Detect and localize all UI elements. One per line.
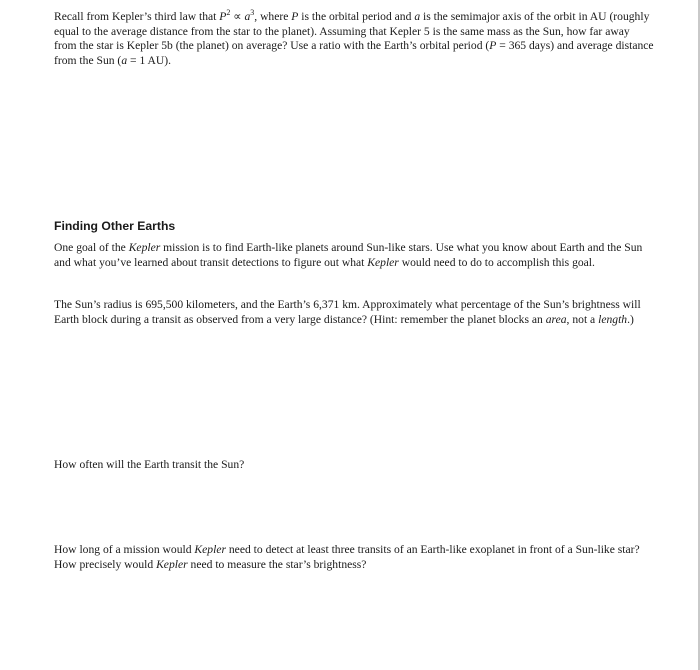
text-run: mission is to find Earth-like planets around Sun-like stars. Use what you know about Earth and the Sun and what you’ve learned about transit detections to figure out what: [54, 241, 643, 269]
text-run: = 365 days) and average distance from the Sun (: [54, 39, 654, 67]
text-run: is the semimajor axis of the orbit in AU (roughly equal to the average distance from the star to the planet). Assuming that Kepler 5 is the same mass as the Sun, how far away from the star is Kepler 5b (the planet) on average? Use a ratio with the Earth’s orbital period (: [54, 10, 650, 53]
section-heading: Finding Other Earths: [54, 219, 176, 233]
text-run: = 1 AU).: [127, 53, 172, 67]
proportional-symbol: ∝: [230, 10, 245, 23]
var-a: a: [121, 53, 128, 67]
kepler-italic: Kepler: [194, 543, 226, 556]
var-a: a: [414, 10, 421, 23]
text-run: The Sun’s radius is 695,500 kilometers, and the Earth’s 6,371 km. Approximately what percentage of the Sun’s brightness will Earth block during a transit as observed from a very large distance? (Hint: remember the planet blocks an: [54, 298, 641, 326]
kepler-italic: Kepler: [156, 557, 188, 571]
exponent: 3: [250, 8, 255, 18]
transit-frequency-question: How often will the Earth transit the Sun?: [54, 458, 245, 471]
exponent: 2: [226, 8, 231, 18]
text-run: Recall from Kepler’s third law that: [54, 10, 220, 23]
kepler-italic: Kepler: [367, 255, 399, 269]
mission-length-question: [54, 543, 654, 572]
var-p: P: [219, 10, 227, 23]
var-a: a: [244, 10, 251, 23]
sun-radius-question: [54, 298, 654, 327]
kepler-third-law-question: [54, 10, 654, 68]
text-run: need to detect at least three transits of an Earth-like exoplanet in front of a Sun-like star? How precisely would: [54, 543, 640, 571]
text-run: would need to do to accomplish this goal.: [398, 255, 595, 269]
area-italic: area: [545, 312, 567, 326]
text-run: need to measure the star’s brightness?: [187, 557, 367, 571]
kepler-goal-paragraph: [54, 241, 654, 270]
text-run: .): [627, 312, 634, 326]
text-run: is the orbital period and: [298, 10, 415, 23]
text-run: One goal of the: [54, 241, 129, 254]
text-run: How long of a mission would: [54, 543, 195, 556]
var-p: P: [489, 39, 497, 53]
var-p: P: [291, 10, 299, 23]
text-run: , where: [254, 10, 292, 23]
kepler-italic: Kepler: [128, 241, 161, 254]
length-italic: length: [598, 312, 628, 326]
text-run: , not a: [566, 312, 599, 326]
